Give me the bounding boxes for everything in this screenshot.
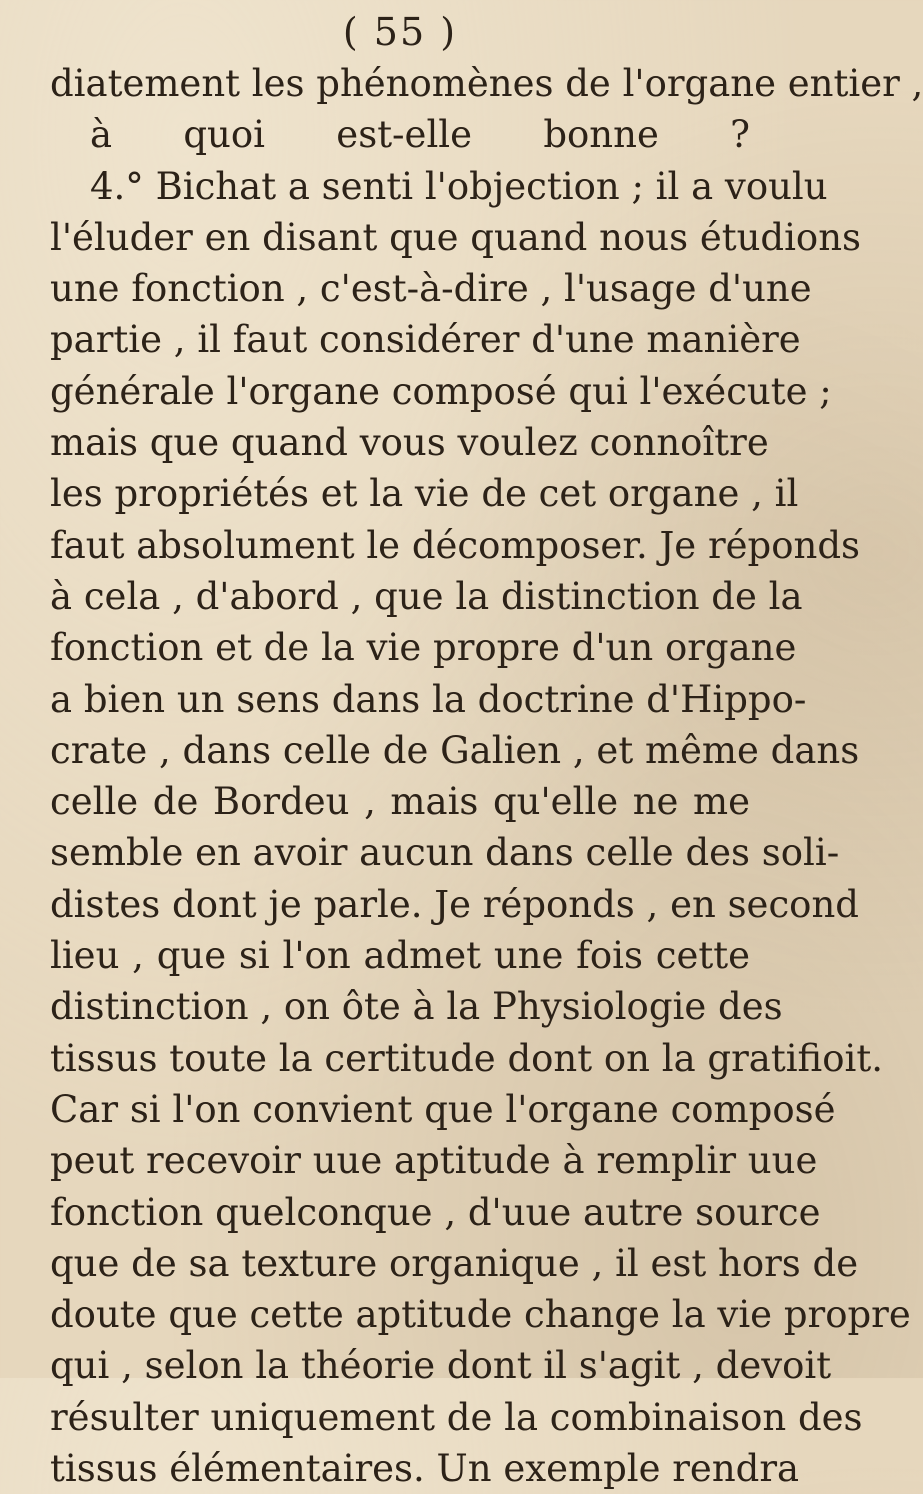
text-line: peut recevoir uue aptitude à remplir uue bbox=[50, 1139, 818, 1183]
text-line: tissus toute la certitude dont on la gratifioit. bbox=[50, 1036, 883, 1080]
text-line: les propriétés et la vie de cet organe , il bbox=[50, 472, 799, 516]
text-line: à cela , d'abord , que la distinction de la bbox=[50, 574, 803, 618]
text-line: semble en avoir aucun dans celle des soli- bbox=[50, 831, 840, 875]
text-line: à quoi est-elle bonne ? bbox=[90, 113, 750, 157]
text-line: que de sa texture organique , il est hors de bbox=[50, 1241, 859, 1285]
text-line: l'éluder en disant que quand nous étudions bbox=[50, 215, 862, 259]
text-line: fonction quelconque , d'uue autre source bbox=[50, 1190, 821, 1234]
text-line: tissus élémentaires. Un exemple rendra bbox=[50, 1447, 800, 1491]
text-line: doute que cette aptitude change la vie propre bbox=[50, 1293, 911, 1337]
body-text bbox=[50, 58, 923, 1494]
text-line: Car si l'on convient que l'organe composé bbox=[50, 1087, 836, 1131]
text-line: diatement les phénomènes de l'organe entier , bbox=[50, 62, 923, 105]
text-line: une fonction , c'est-à-dire , l'usage d'une bbox=[50, 267, 812, 311]
text-line: générale l'organe composé qui l'exécute ; bbox=[50, 369, 832, 413]
text-line: fonction et de la vie propre d'un organe bbox=[50, 626, 797, 670]
text-line: a bien un sens dans la doctrine d'Hippo- bbox=[50, 677, 807, 721]
text-line: lieu , que si l'on admet une fois cette bbox=[50, 934, 750, 978]
text-line: partie , il faut considérer d'une manière bbox=[50, 318, 801, 362]
text-line: faut absolument le décomposer. Je réponds bbox=[50, 523, 861, 567]
text-line: distes dont je parle. Je réponds , en second bbox=[50, 882, 859, 926]
text-line: qui , selon la théorie dont il s'agit , devoit bbox=[50, 1344, 832, 1388]
page-number: ( 55 ) bbox=[342, 10, 458, 54]
text-line: mais que quand vous voulez connoître bbox=[50, 421, 769, 465]
text-line: celle de Bordeu , mais qu'elle ne me bbox=[50, 780, 750, 824]
text-line: résulter uniquement de la combinaison des bbox=[50, 1395, 863, 1439]
text-line: crate , dans celle de Galien , et même dans bbox=[50, 728, 860, 772]
text-line: distinction , on ôte à la Physiologie des bbox=[50, 985, 783, 1029]
text-line: 4.° Bichat a senti l'objection ; il a voulu bbox=[90, 164, 828, 208]
